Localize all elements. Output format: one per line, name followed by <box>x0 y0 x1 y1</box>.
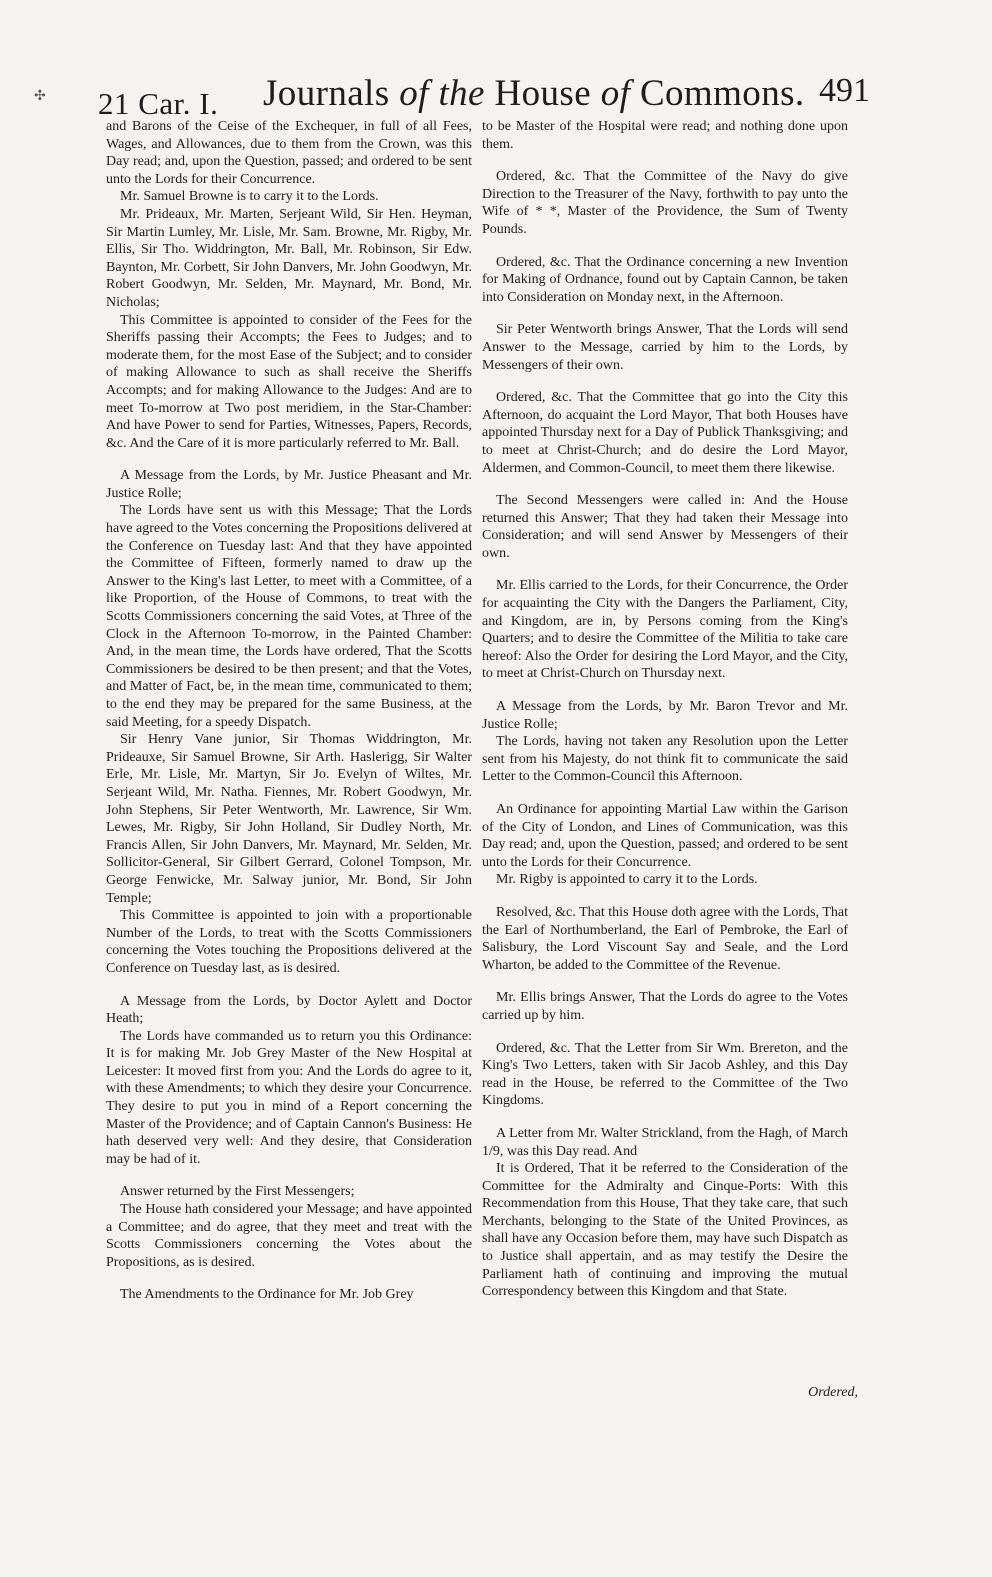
right-paragraph: A Message from the Lords, by Mr. Baron Trevor and Mr. Justice Rolle; <box>482 699 848 732</box>
title-commons: Commons. <box>639 73 805 114</box>
title-house: House <box>494 73 592 114</box>
left-paragraph: Mr. Prideaux, Mr. Marten, Serjeant Wild, Sir Hen. Heyman, Sir Martin Lumley, Mr. Lisle, Mr. Sam. Browne, Mr. Rigby, Mr. Ellis, Sir Tho. Widdrington, Mr. Ball, Mr. Robinson, Sir Edw. Baynton, Mr. Corbett, Sir John Danvers, Mr. John Goodwyn, Mr. Robert Goodwyn, Mr. Selden, Mr. Maynard, Mr. Bond, Mr. Nicholas; <box>106 206 472 310</box>
right-paragraph: Ordered, &c. That the Committee that go into the City this Afternoon, do acquaint the Lord Mayor, That both Houses have appointed Thursday next for a Day of Publick Thanksgiving; and to meet at Christ-Church; and do desire the Lord Mayor, Aldermen, and Common-Council, to meet them there likewise. <box>482 390 848 476</box>
right-paragraph: Ordered, &c. That the Letter from Sir Wm. Brereton, and the King's Two Letters, taken with Sir Jacob Ashley, and this Day read in the House, be referred to the Committee of the Two Kingdoms. <box>482 1040 848 1109</box>
catchword: Ordered, <box>808 1385 858 1400</box>
right-paragraph: It is Ordered, That it be referred to the Consideration of the Committee for the Admiralty and Cinque-Ports: With this Recommendation from this House, That they take care, that such Merchants, belonging to the State of the United Provinces, as shall have any Occasion before them, may have such Dispatch as to Justice shall appertain, and as may testify the Desire the Parliament hath of continuing and improving the mutual Correspondency between this Kingdom and that State. <box>482 1161 848 1300</box>
title-the: the <box>438 73 485 114</box>
left-column <box>106 118 472 1304</box>
right-paragraph: An Ordinance for appointing Martial Law within the Garison of the City of London, and Lines of Communication, was this Day read; and, upon the Question, passed; and ordered to be sent unto the Lords for their Concurrence. <box>482 802 848 870</box>
right-paragraph: Sir Peter Wentworth brings Answer, That the Lords will send Answer to the Message, carried by him to the Lords, by Messengers of their own. <box>482 322 848 373</box>
journal-title <box>263 72 805 115</box>
title-journals: Journals <box>263 73 390 114</box>
left-paragraph: This Committee is appointed to join with a proportionable Number of the Lords, to treat with the Scotts Commissioners concerning the Votes touching the Propositions delivered at the Conference on Tuesday last, as is desired. <box>106 908 472 976</box>
left-paragraph: and Barons of the Ceise of the Exchequer, in full of all Fees, Wages, and Allowances, due to them from the Crown, was this Day read; and, upon the Question, passed; and ordered to be sent unto the Lords for their Concurrence. <box>106 119 472 187</box>
page-number: 491 <box>819 72 870 109</box>
left-paragraph: This Committee is appointed to consider of the Fees for the Sheriffs passing their Accompts; the Fees to Judges; and to moderate them, for the most Ease of the Subject; and to consider of making Allowance to such as shall receive the Sheriffs Accompts; and for making Allowance to the Judges: And are to meet To-morrow at Two post meridiem, in the Star-Chamber: And have Power to send for Parties, Witnesses, Papers, Records, &c. And the Care of it is more particularly referred to Mr. Ball. <box>106 312 472 451</box>
left-paragraph: A Message from the Lords, by Doctor Aylett and Doctor Heath; <box>106 993 472 1027</box>
title-of: of <box>399 73 429 114</box>
right-paragraph: Mr. Rigby is appointed to carry it to the Lords. <box>496 872 758 888</box>
right-paragraph: to be Master of the Hospital were read; and nothing done upon them. <box>482 119 848 152</box>
left-paragraph: Answer returned by the First Messengers; <box>120 1184 355 1200</box>
right-column <box>482 118 848 1301</box>
page-header <box>88 64 870 121</box>
left-paragraph: Mr. Samuel Browne is to carry it to the Lords. <box>120 189 379 205</box>
left-paragraph: Sir Henry Vane junior, Sir Thomas Widdrington, Mr. Prideauxe, Sir Samuel Browne, Sir Arth. Haslerigg, Sir Walter Erle, Mr. Lisle, Mr. Martyn, Sir Jo. Evelyn of Wiltes, Mr. Serjeant Wild, Mr. Natha. Fiennes, Mr. Robert Goodwyn, Mr. John Stephens, Sir Peter Wentworth, Mr. Lawrence, Sir Wm. Lewes, Mr. Rigby, Sir John Holland, Sir Dudley North, Mr. Francis Allen, Sir John Danvers, Mr. Maynard, Mr. Selden, Mr. Sollicitor-General, Sir Gilbert Gerrard, Colonel Tompson, Mr. George Fenwicke, Mr. Salway junior, Mr. Bond, Sir John Temple; <box>106 732 472 906</box>
margin-mark-icon: ✣ <box>34 89 46 104</box>
right-paragraph: Mr. Ellis carried to the Lords, for their Concurrence, the Order for acquainting the City with the Dangers the Parliament, City, and Kingdom, are in, by Persons coming from the King's Quarters; and to desire the Committee of the Militia to take care hereof: Also the Order for desiring the Lord Mayor, and the City, to meet at Christ-Church on Thursday next. <box>482 578 848 682</box>
right-paragraph: Ordered, &c. That the Ordinance concerning a new Invention for Making of Ordnance, found out by Captain Cannon, be taken into Consideration on Monday next, in the Afternoon. <box>482 254 848 305</box>
right-paragraph: The Lords, having not taken any Resolution upon the Letter sent from his Majesty, do not think fit to communicate the said Letter to the Common-Council this Afternoon. <box>482 734 848 785</box>
right-paragraph: A Letter from Mr. Walter Strickland, from the Hagh, of March 1/9, was this Day read. And <box>482 1125 848 1159</box>
title-of-2: of <box>600 73 631 114</box>
left-paragraph: The Lords have sent us with this Message; That the Lords have agreed to the Votes concerning the Propositions delivered at the Conference on Tuesday last: And that they have appointed the Committee of Fifteen, formerly named to draw up the Answer to the King's last Letter, to meet with a Committee, of a like Proportion, of the House of Commons, to treat with the Scotts Commissioners concerning the said Votes, at Three of the Clock in the Afternoon To-morrow, in the Painted Chamber: And, in the mean time, the Lords have ordered, That the Scotts Commissioners be desired to be then present; and that the Votes, and Matter of Fact, be, in the mean time, communicated to them; to the end they may be prepared for the same Business, at the said Meeting, for a speedy Dispatch. <box>106 503 472 730</box>
right-paragraph: Mr. Ellis brings Answer, That the Lords do agree to the Votes carried up by him. <box>482 990 848 1023</box>
right-paragraph: Ordered, &c. That the Committee of the Navy do give Direction to the Treasurer of the Navy, forthwith to pay unto the Wife of * *, Master of the Providence, the Sum of Twenty Pounds. <box>482 169 848 237</box>
right-paragraph: Resolved, &c. That this House doth agree with the Lords, That the Earl of Northumberland, the Earl of Pembroke, the Earl of Salisbury, the Lord Viscount Say and Seale, and the Lord Wharton, be added to the Committee of the Revenue. <box>482 904 848 973</box>
left-paragraph: The Lords have commanded us to return you this Ordinance: It is for making Mr. Job Grey Master of the New Hospital at Leicester: It moved first from you: And the Lords do agree to it, with these Amendments; to which they desire your Concurrence. They desire to put you in mind of a Report concerning the Master of the Providence; and of Captain Cannon's Business: He hath deserved very well: And they desire, that Consideration may be had of it. <box>106 1028 472 1167</box>
left-paragraph: A Message from the Lords, by Mr. Justice Pheasant and Mr. Justice Rolle; <box>106 468 472 501</box>
left-paragraph: The House hath considered your Message; and have appointed a Committee; and do agree, that they meet and treat with the Scotts Commissioners concerning the Votes about the Propositions, as is desired. <box>106 1202 472 1270</box>
left-paragraph: The Amendments to the Ordinance for Mr. Job Grey <box>120 1287 414 1303</box>
regnal-year: 21 Car. I. <box>98 86 219 121</box>
right-paragraph: The Second Messengers were called in: And the House returned this Answer; That they had taken their Message into Consideration; and will send Answer by Messengers of their own. <box>482 493 848 561</box>
